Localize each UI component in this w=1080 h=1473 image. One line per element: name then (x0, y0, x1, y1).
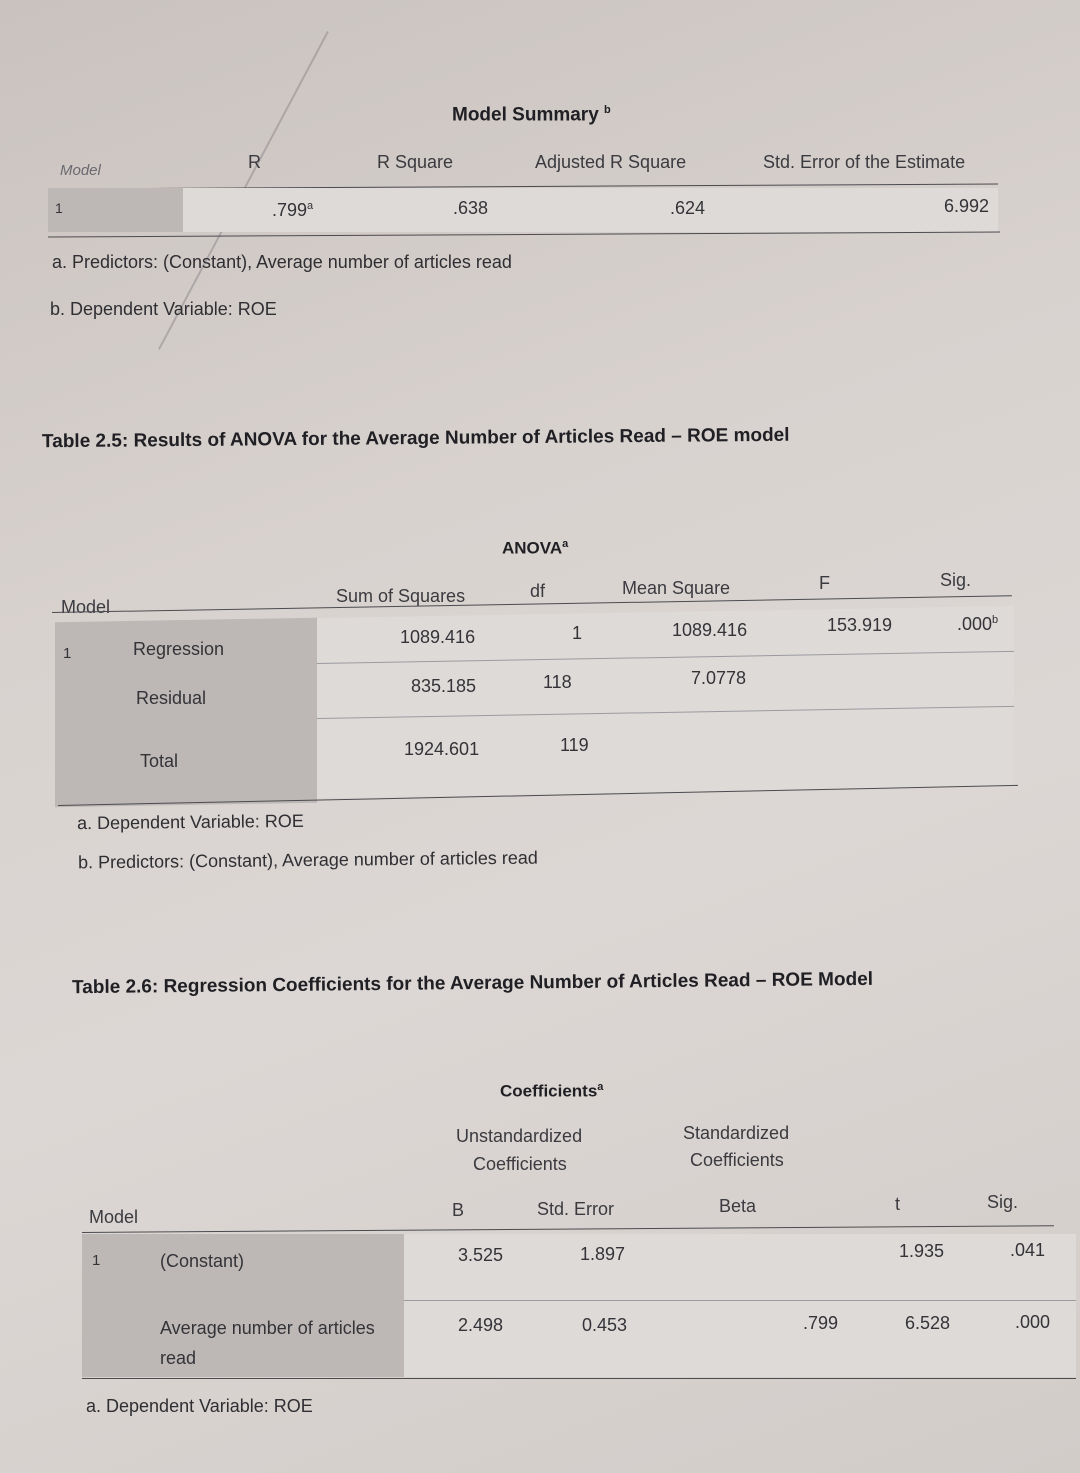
coef-articles-sig: .000 (1015, 1312, 1051, 1332)
coef-articles-std-error: 0.453 (582, 1315, 628, 1335)
coef-note-a: a. Dependent Variable: ROE (86, 1396, 313, 1416)
anova-regression-sum-sq: 1089.416 (400, 627, 476, 647)
coef-header-std-error: Std. Error (537, 1199, 615, 1219)
cell-r-square: .638 (453, 198, 489, 218)
anova-row-residual-label: Residual (136, 688, 207, 708)
anova-row-regression-label: Regression (133, 639, 225, 659)
anova-regression-df: 1 (572, 623, 583, 643)
anova-header-mean-square: Mean Square (622, 578, 731, 598)
anova-header-sum-of-squares: Sum of Squares (336, 586, 466, 606)
coef-constant-std-error: 1.897 (580, 1244, 626, 1264)
cell-adjusted-r-square: .624 (670, 198, 706, 218)
coef-constant-t: 1.935 (899, 1241, 945, 1261)
coef-header-rule (82, 1225, 1054, 1233)
anova-header-df: df (530, 581, 546, 601)
coef-row-articles-label-line1: Average number of articles (160, 1318, 375, 1338)
coef-row-articles-label-line2: read (160, 1348, 197, 1368)
coef-model-number: 1 (92, 1252, 101, 1269)
row-model-number: 1 (55, 200, 63, 216)
anova-regression-mean-sq: 1089.416 (672, 620, 748, 640)
coefficients-caption: Table 2.6: Regression Coefficients for the Average Number of Articles Read – ROE Model (71, 968, 874, 999)
coef-articles-beta: .799 (803, 1313, 839, 1333)
anova-row-total-label: Total (140, 751, 179, 771)
coef-row-constant-label: (Constant) (160, 1251, 245, 1271)
summary-note-a: a. Predictors: (Constant), Average number of articles read (52, 252, 512, 272)
coefficients-title: Coefficients$^a$ (500, 1081, 604, 1101)
anova-residual-df: 118 (543, 672, 572, 692)
group-unstandardized-line1: Unstandardized (456, 1126, 583, 1146)
anova-note-a: a. Dependent Variable: ROE (76, 810, 304, 834)
coef-header-t: t (895, 1194, 901, 1214)
anova-caption: Table 2.5: Results of ANOVA for the Average Number of Articles Read – ROE model (41, 424, 790, 453)
coef-constant-b: 3.525 (458, 1245, 504, 1265)
coef-bottom-rule (82, 1378, 1076, 1379)
header-std-error-estimate: Std. Error of the Estimate (763, 152, 966, 172)
anova-header-f: F (819, 573, 830, 593)
anova-model-number: 1 (63, 645, 72, 662)
coef-articles-b: 2.498 (458, 1315, 504, 1335)
header-adjusted-r-square: Adjusted R Square (535, 152, 687, 172)
model-cell-shade (48, 188, 183, 232)
coef-header-beta: Beta (719, 1196, 757, 1216)
anova-total-df: 119 (560, 735, 589, 755)
summary-note-b: b. Dependent Variable: ROE (50, 299, 277, 319)
coef-header-b: B (452, 1200, 465, 1220)
header-model: Model (60, 162, 101, 179)
anova-header-model: Model (61, 597, 111, 617)
header-r-square: R Square (377, 152, 454, 172)
cell-r: .799$^a$ (272, 200, 314, 220)
coef-header-sig: Sig. (987, 1192, 1019, 1212)
anova-regression-sig: .000$^b$ (957, 614, 999, 634)
model-summary-title: Model Summary $^b$ (452, 104, 611, 126)
anova-regression-f: 153.919 (827, 615, 893, 635)
anova-residual-mean-sq: 7.0778 (691, 668, 747, 688)
coef-row-rule (404, 1300, 1076, 1301)
cell-std-error-estimate: 6.992 (944, 196, 990, 216)
coef-articles-t: 6.528 (905, 1313, 951, 1333)
coef-body-bg (404, 1234, 1076, 1377)
coef-constant-sig: .041 (1010, 1240, 1046, 1260)
group-unstandardized-line2: Coefficients (473, 1154, 567, 1174)
header-r: R (248, 152, 261, 172)
anova-total-sum-sq: 1924.601 (404, 739, 480, 759)
coef-header-model: Model (89, 1207, 139, 1227)
anova-header-sig: Sig. (940, 570, 972, 590)
anova-note-b: b. Predictors: (Constant), Average number of articles read (77, 847, 538, 873)
anova-title: ANOVA$^a$ (502, 538, 569, 558)
page-edge-shadow (0, 0, 329, 350)
anova-residual-sum-sq: 835.185 (411, 676, 477, 696)
group-standardized-line2: Coefficients (690, 1150, 784, 1170)
group-standardized-line1: Standardized (683, 1123, 790, 1143)
